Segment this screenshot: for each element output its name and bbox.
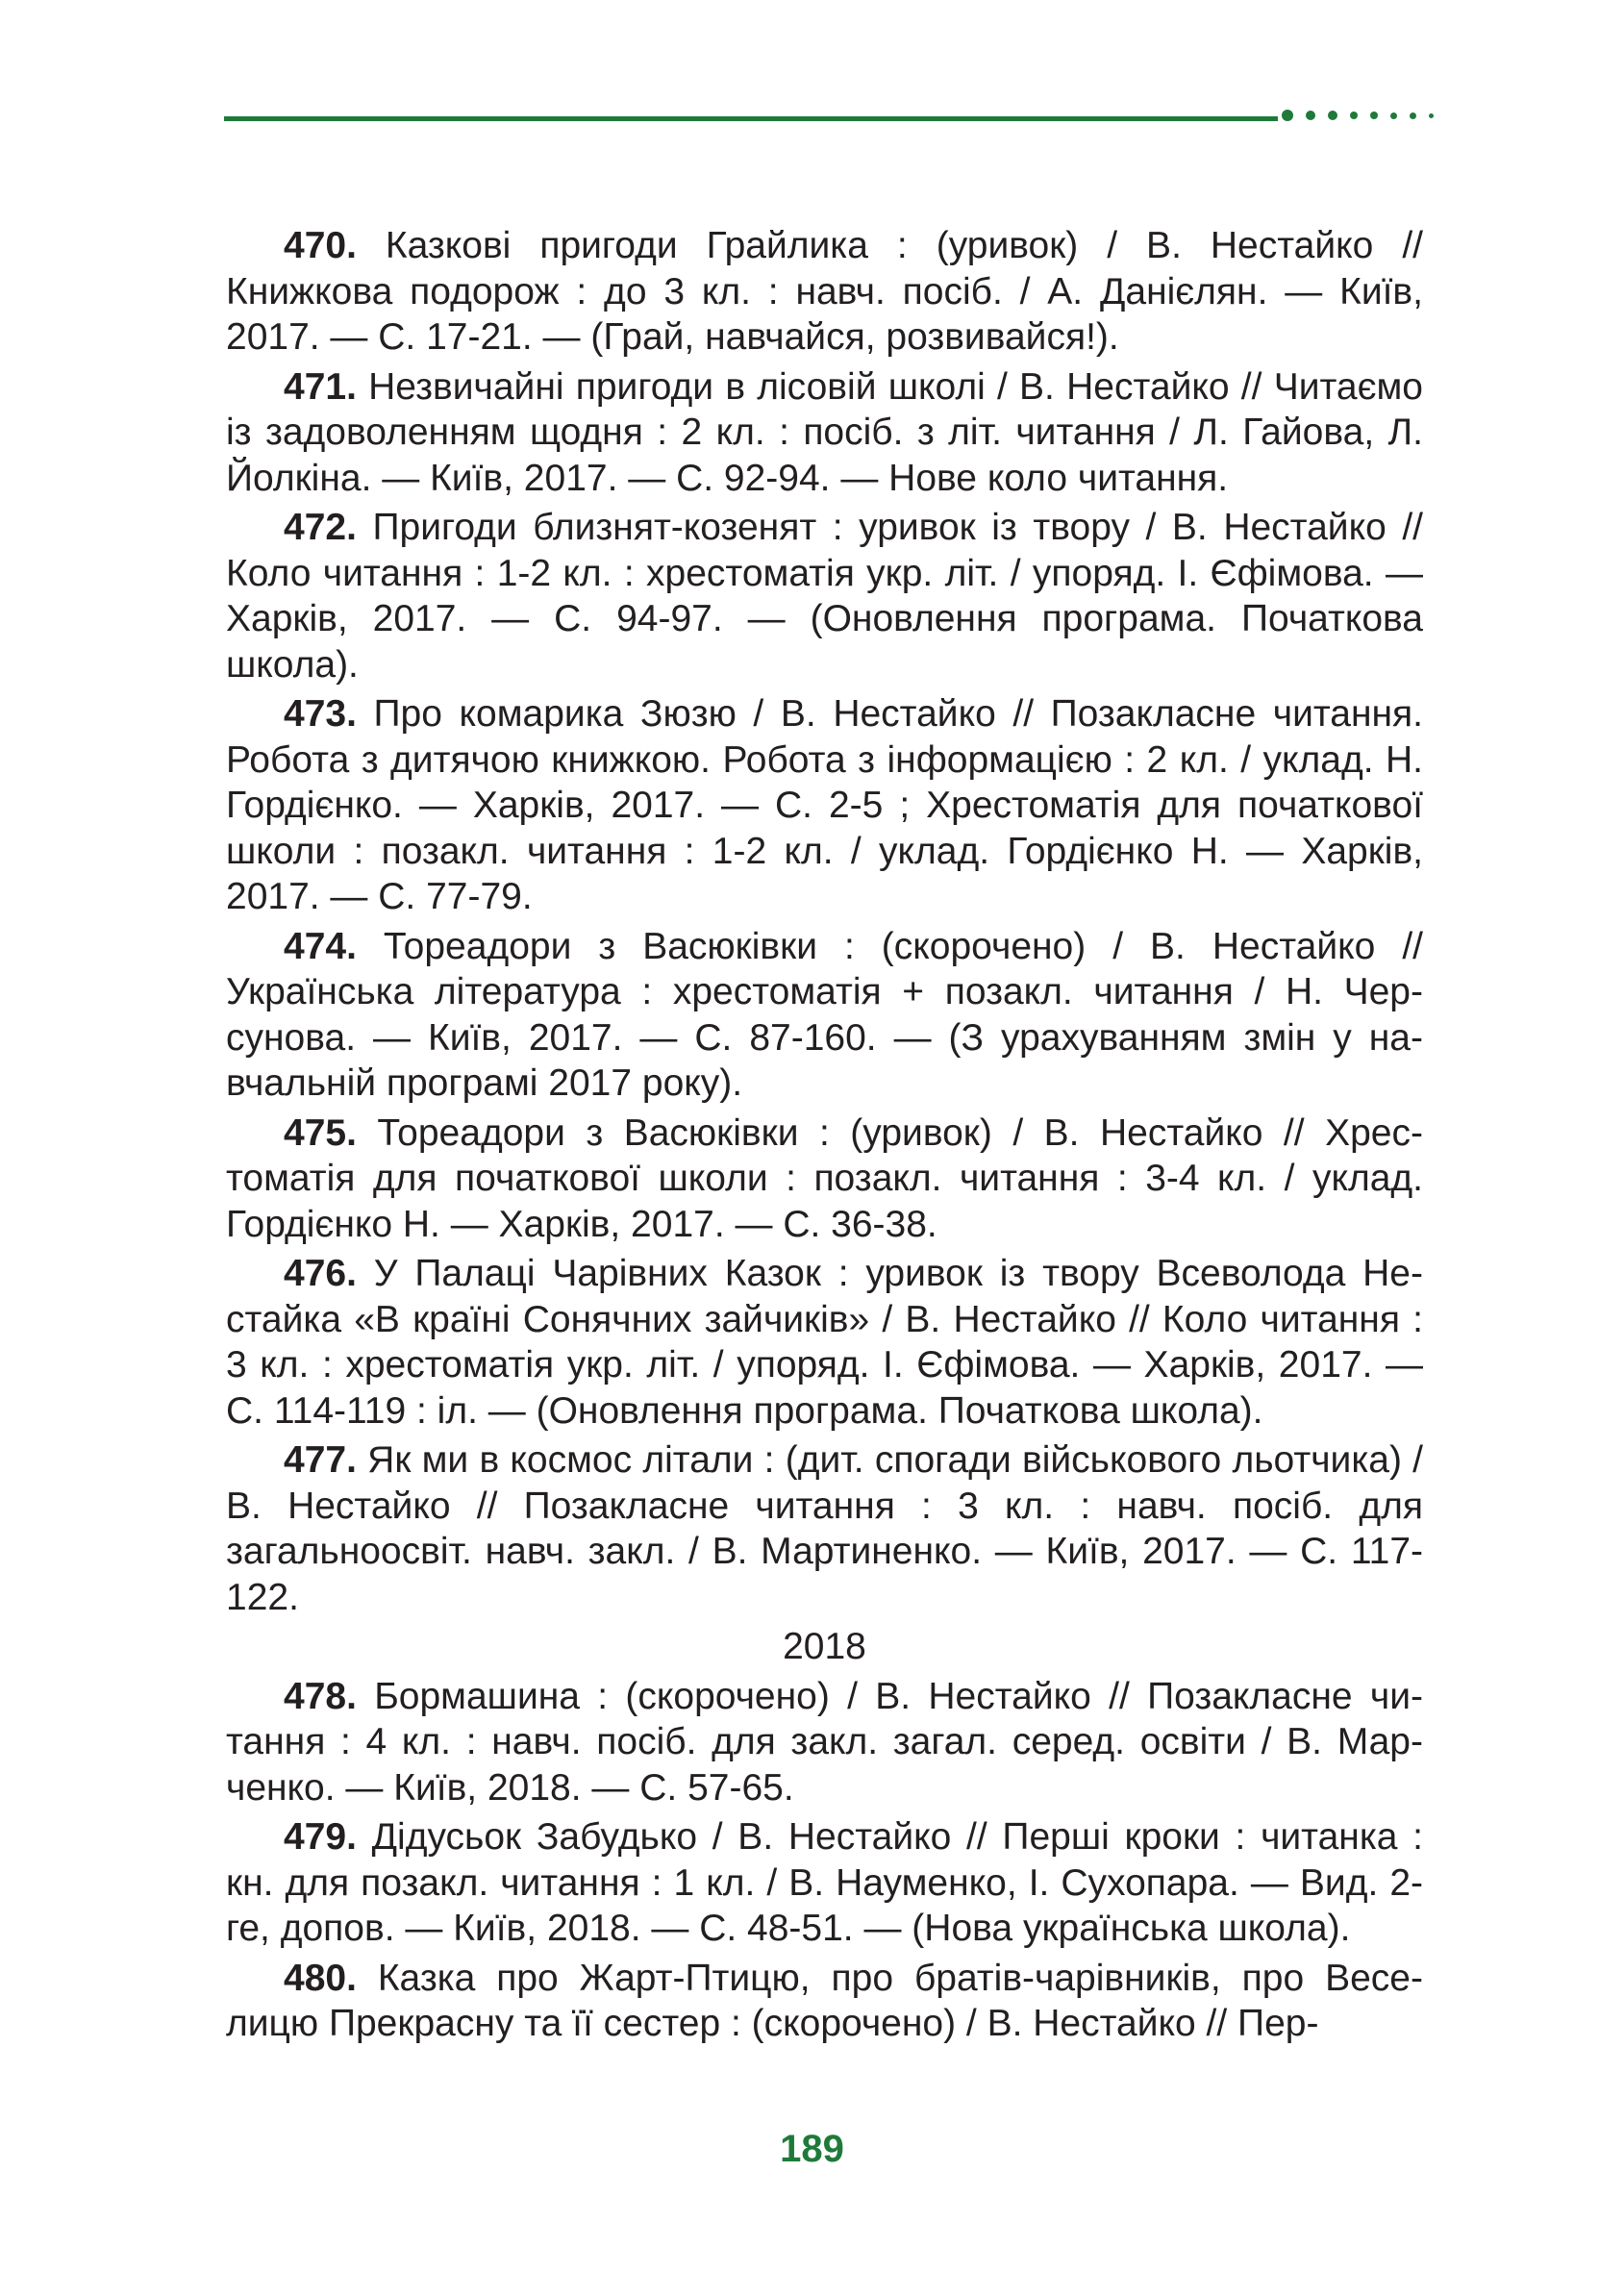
bibliography-entry (226, 505, 1423, 687)
ornament-dot (1390, 112, 1397, 119)
entry-number: 476. (284, 1253, 357, 1294)
entry-text: Як ми в космос літали : (дит. спогади військового льотчика) / В. Нестайко // Позакласне читання : 3 кл. : навч. посіб. для загальноосвіт. навч. закл. / В. Мартиненко. — Київ, 2017. — С. 117-122. (226, 1439, 1424, 1618)
year-heading: 2018 (783, 1626, 866, 1667)
bibliography-entry (226, 1814, 1423, 1952)
entry-text: Тореадори з Васюківки : (скорочено) / В. Нестайко // Українська література : хрестоматія + позакл. читання / Н. Черсунова. — Київ, 2017. — С. 87-160. — (З урахуванням змін у навчальній програмі 2017 року). (226, 925, 1423, 1104)
ornament-dot (1350, 112, 1358, 119)
bibliography-entry (226, 223, 1423, 361)
entry-number: 472. (284, 507, 357, 548)
entry-number: 474. (284, 925, 357, 967)
header-dots-ornament (1282, 110, 1434, 121)
entry-number: 470. (284, 225, 357, 266)
ornament-dot (1370, 112, 1378, 119)
bibliography-entry (226, 364, 1423, 502)
page-number: 189 (780, 2128, 844, 2170)
ornament-dot (1410, 112, 1416, 119)
entry-number: 480. (284, 1957, 357, 1999)
entry-number: 473. (284, 693, 357, 735)
bibliography-entry (226, 1437, 1423, 1620)
entry-text: Казка про Жарт-Птицю, про братів-чарівників, про Веселицю Прекрасну та її сестер : (скорочено) / В. Нестайко // Пер- (226, 1957, 1423, 2044)
entry-text: Незвичайні пригоди в лісовій школі / В. Нестайко // Читаємо із задоволенням щодня : 2 кл. : посіб. з літ. читання / Л. Гайова, Л. Йолкіна. — Київ, 2017. — С. 92-94. — Нове коло читання. (226, 365, 1423, 499)
header-rule (224, 116, 1278, 121)
entry-number: 479. (284, 1816, 357, 1858)
entry-text: Тореадори з Васюківки : (уривок) / В. Нестайко // Хрестоматія для початкової школи : позакл. читання : 3-4 кл. / уклад. Гордієнко Н. — Харків, 2017. — С. 36-38. (226, 1111, 1423, 1245)
ornament-dot (1282, 110, 1293, 121)
entry-number: 471. (284, 365, 357, 408)
entry-text: Про комарика Зюзю / В. Нестайко // Позакласне читання. Робота з дитячою книжкою. Робота з інформацією : 2 кл. / уклад. Н. Гордієнко. — Харків, 2017. — С. 2-5 ; Хрестоматія для початкової школи : позакл. читання : 1-2 кл. / уклад. Гордієнко Н. — Харків, 2017. — С. 77-79. (226, 693, 1423, 917)
entry-text: Бормашина : (скорочено) / В. Нестайко // Позакласне читання : 4 кл. : навч. посіб. для закл. загал. серед. освіти / В. Марченко. — Київ, 2018. — С. 57-65. (226, 1675, 1423, 1809)
bibliography-entry (226, 1956, 1423, 2047)
ornament-dot (1328, 111, 1337, 120)
ornament-dot (1306, 111, 1315, 120)
entry-number: 475. (284, 1111, 357, 1154)
entry-number: 478. (284, 1675, 357, 1717)
entry-text: Казкові пригоди Грайлика : (уривок) / В. Нестайко // Книжкова подорож : до 3 кл. : навч. посіб. / А. Данієлян. — Київ, 2017. — С. 17-21. — (Грай, навчайся, розвивайся!). (226, 225, 1423, 358)
entry-text: Пригоди близнят-козенят : уривок із твору / В. Нестайко // Коло читання : 1-2 кл. : хрестоматія укр. літ. / упоряд. І. Єфімова. — Харків, 2017. — С. 94-97. — (Оновлення програма. Початкова школа). (226, 507, 1423, 686)
entry-text: У Палаці Чарівних Казок : уривок із твору Всеволода Нестайка «В країні Сонячних зайчиків» / В. Нестайко // Коло читання : 3 кл. : хрестоматія укр. літ. / упоряд. І. Єфімова. — Харків, 2017. — С. 114-119 : іл. — (Оновлення програма. Початкова школа). (226, 1253, 1423, 1432)
bibliography-list (226, 223, 1423, 2051)
bibliography-entry (226, 1251, 1423, 1434)
bibliography-entry (226, 691, 1423, 920)
bibliography-entry (226, 1111, 1423, 1248)
ornament-dot (1429, 113, 1434, 118)
bibliography-entry (226, 924, 1423, 1107)
entry-number: 477. (284, 1439, 357, 1481)
bibliography-entry (226, 1674, 1423, 1811)
entry-text: Дідусьок Забудько / В. Нестайко // Перші кроки : читанка : кн. для позакл. читання : 1 кл. / В. Науменко, І. Сухопара. — Вид. 2-ге, допов. — Київ, 2018. — С. 48-51. — (Нова українська школа). (226, 1816, 1423, 1949)
